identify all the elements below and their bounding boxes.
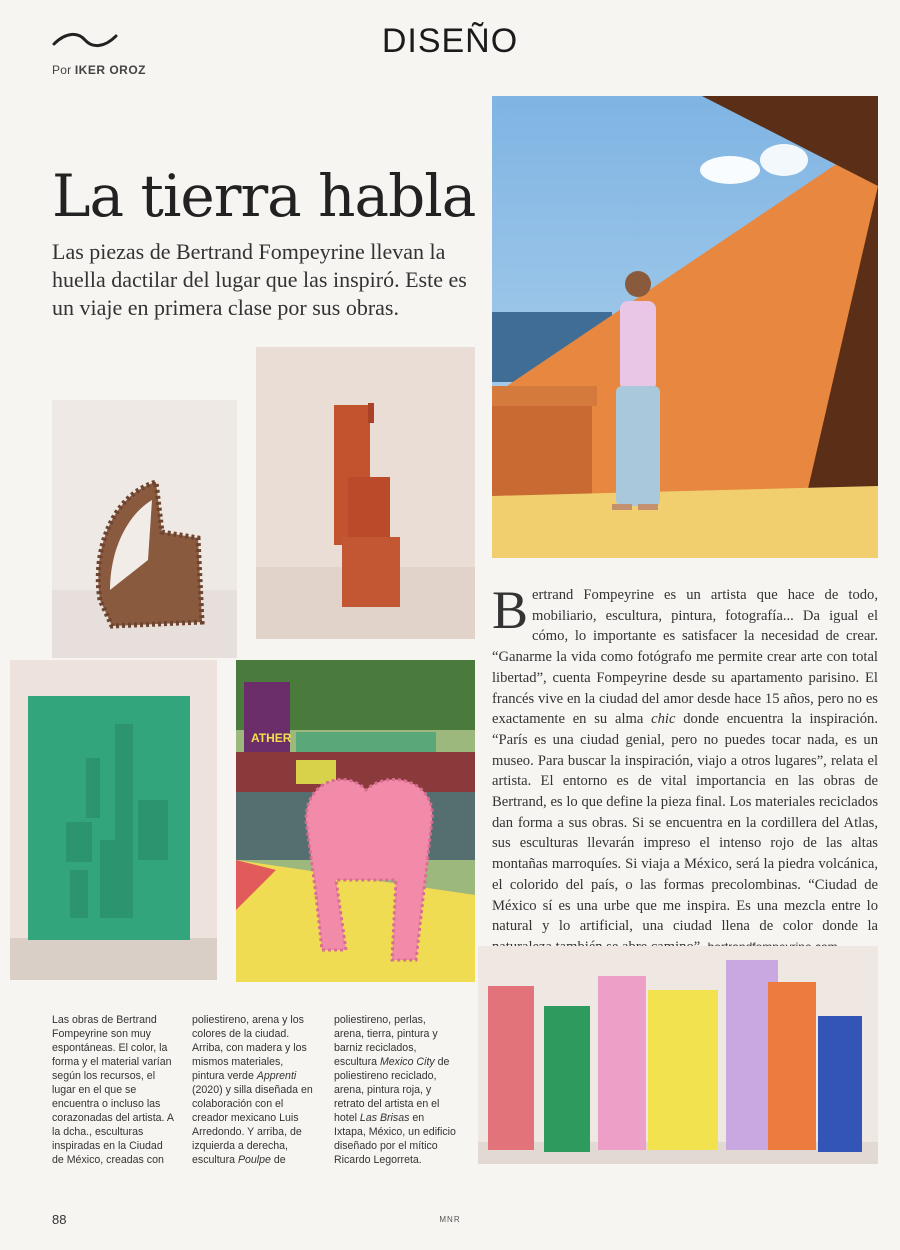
caption-col-2-em-2: Poulpe xyxy=(237,1154,271,1166)
boat-sign: ATHER xyxy=(251,731,292,745)
caption-col-3 xyxy=(334,1013,456,1167)
photo-colorful-sculptures xyxy=(478,946,878,1164)
photo-mexico-city-sculpture xyxy=(256,347,475,639)
photo-poulpe-sculpture xyxy=(52,400,237,658)
caption-col-2-a: poliestireno, arena y los colores de la ciudad. Arriba, con madera y los mismos materiales, pintura verde xyxy=(192,1014,307,1082)
caption-col-3-c: en Ixtapa, México, un edificio diseñado por el mítico Ricardo Legorreta. xyxy=(334,1112,456,1166)
magazine-name: MNR xyxy=(439,1215,461,1224)
section-title: DISEÑO xyxy=(381,22,519,60)
byline-author: IKER OROZ xyxy=(74,63,146,77)
body-em-chic: chic xyxy=(651,711,676,728)
caption-col-1: Las obras de Bertrand Fompeyrine son muy espontáneas. El color, la forma y el material varían según los recursos, el lugar en el que se encuentra o incluso las corazonadas del artista. A la dcha., esculturas inspiradas en la Ciudad de México, creadas con xyxy=(52,1014,174,1166)
byline-prefix: Por xyxy=(52,63,72,77)
body-text-2: donde encuentra la inspiración. “París es una ciudad genial, pero no puedes tocar nada, es un museo. Para buscar la inspiración, viajo a otros lugares”, relata el artista. El entorno es de vital importancia en las obras de Bertrand, es lo que define la pieza final. Los materiales reciclados dan forma a sus obras. Si se encuentra en la cordillera del Atlas, sus esculturas llevarán impreso el intenso rojo de las altas montañas marroquíes. Si viaja a México, será la piedra volcánica, el colorido del país, o las formas precolombinas. “Ciudad de México sí es una urbe que me inspira. Es una mezcla entre lo natural y lo artificial, una ciudad llena de color donde la xyxy=(492,711,878,935)
byline xyxy=(52,63,146,77)
headline: La tierra habla xyxy=(52,162,476,230)
caption-col-2-c: de xyxy=(270,1154,286,1166)
body-text-1: ertrand Fompeyrine es un artista que hace de todo, mobiliario, escultura, pintura, fotografía... Da igual el cómo, lo importante es satisfacer la necesidad de crear. “Ganarme la vida como fotógrafo me permite crear arte con total libertad”, cuenta Fompeyrine desde su apartamento parisino. El francés vive en la ciudad del amor desde hace 15 años, pero no es exactamente en su alma xyxy=(492,587,878,728)
page-number: 88 xyxy=(52,1212,67,1227)
deck: Las piezas de Bertrand Fompeyrine llevan la huella dactilar del lugar que las inspiró. Este es un viaje en primera clase por sus obras. xyxy=(52,239,467,320)
caption-col-2-b: (2020) y silla diseñada en colaboración con el creador mexicano Luis Arredondo. Y arriba, de izquierda a derecha, escultura xyxy=(192,1084,313,1166)
caption-col-3-a: poliestireno, perlas, arena, tierra, pintura y barniz reciclados, escultura xyxy=(334,1014,438,1068)
caption-col-3-em-1: Mexico City xyxy=(379,1056,435,1068)
caption-col-2-em-1: Apprenti xyxy=(256,1070,297,1082)
caption-col-2 xyxy=(192,1013,314,1167)
caption-col-3-b: de poliestireno reciclado, arena, pintura roja, y retrato del artista en el hotel xyxy=(334,1056,450,1124)
photo-pink-chair-boat xyxy=(236,660,475,982)
photo-apprenti-green-relief xyxy=(10,660,217,980)
caption-col-3-em-2: Las Brisas xyxy=(359,1112,410,1124)
dropcap: B xyxy=(492,580,529,640)
article-body xyxy=(492,580,878,958)
photo-artist-portrait xyxy=(492,96,878,558)
